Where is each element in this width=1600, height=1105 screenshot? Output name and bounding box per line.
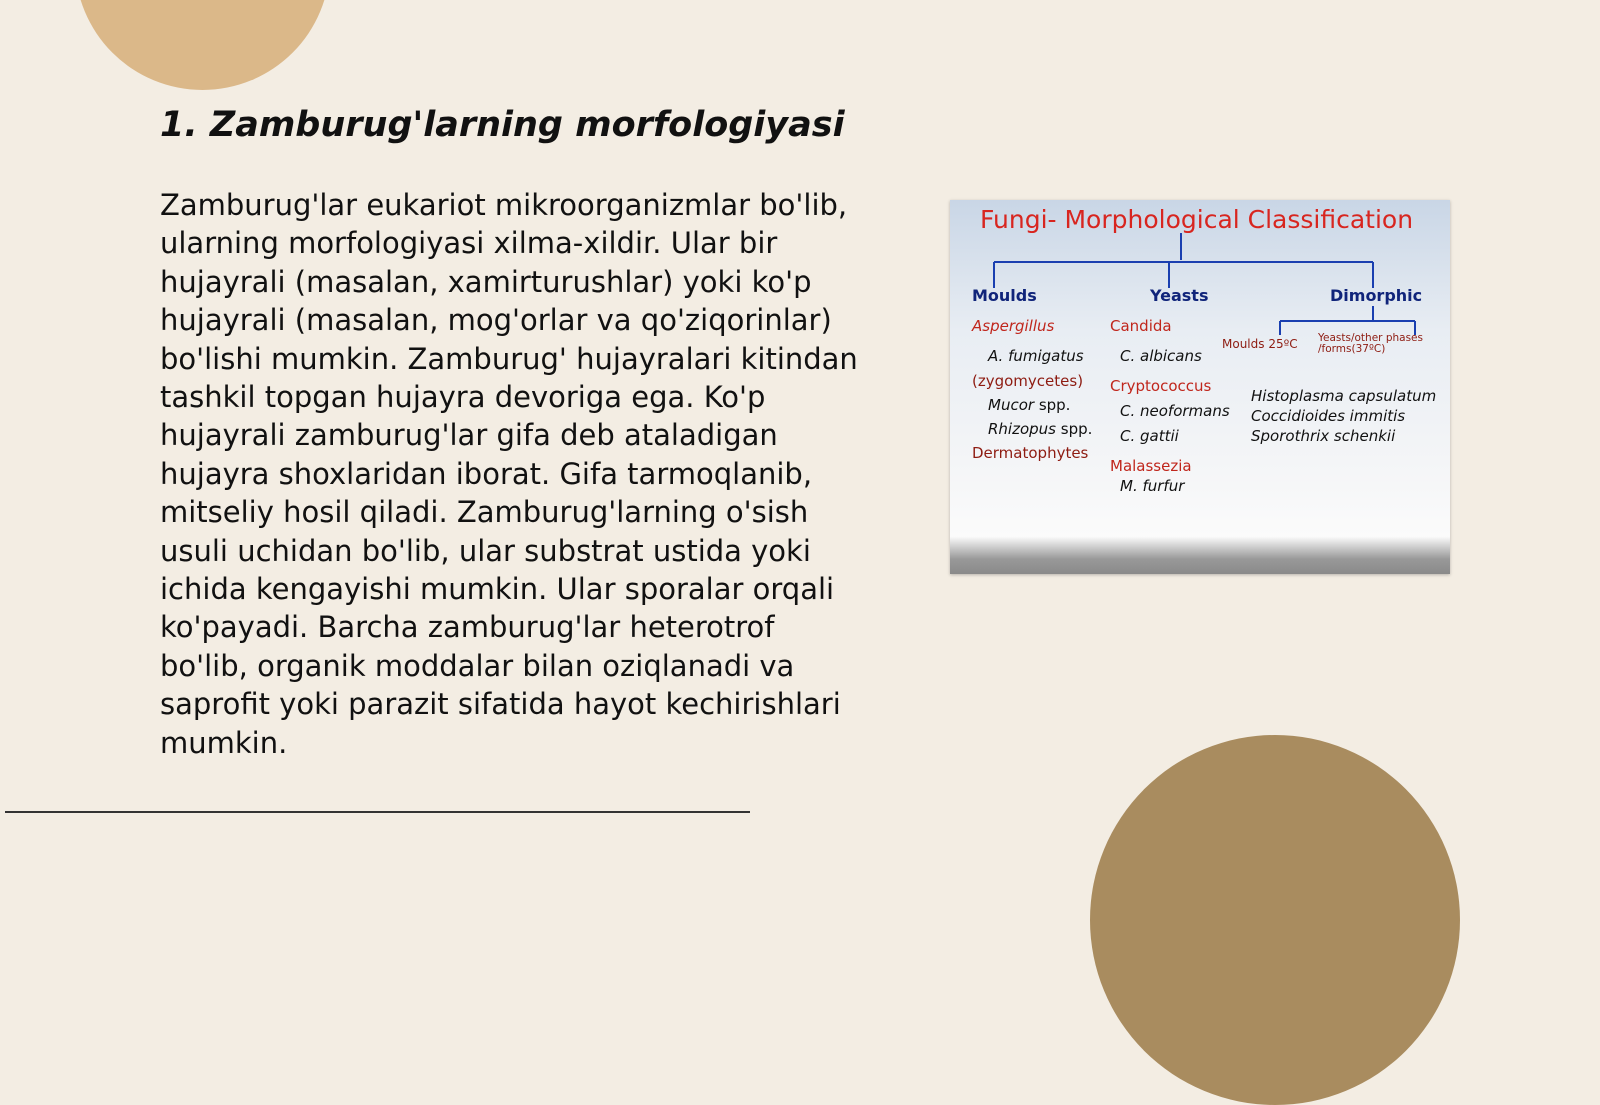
fungi-classification-figure xyxy=(950,200,1450,574)
moulds-item: (zygomycetes) xyxy=(972,372,1084,390)
yeasts-item: C. albicans xyxy=(1120,347,1202,365)
figure-title: Fungi- Morphological Classification xyxy=(980,205,1414,234)
yeasts-item: Cryptococcus xyxy=(1110,377,1212,395)
moulds-item: Aspergillus xyxy=(972,317,1055,335)
decorative-circle-top xyxy=(75,0,330,90)
dimorphic-item: Sporothrix schenkii xyxy=(1251,427,1396,445)
moulds-label: Moulds xyxy=(972,286,1037,305)
divider-line xyxy=(5,811,750,813)
slide-title: 1. Zamburug'larning morfologiyasi xyxy=(160,105,845,145)
moulds-item: A. fumigatus xyxy=(988,347,1084,365)
dimorphic-item: Histoplasma capsulatum xyxy=(1251,387,1437,405)
moulds-item: Dermatophytes xyxy=(972,444,1089,462)
yeasts-item: C. gattii xyxy=(1120,427,1179,445)
yeasts-item: Candida xyxy=(1110,317,1172,335)
dimorphic-sub-yeasts: Yeasts/other phases /forms(37ºC) xyxy=(1318,332,1423,355)
yeasts-item: Malassezia xyxy=(1110,457,1192,475)
yeasts-label: Yeasts xyxy=(1150,286,1209,305)
yeasts-item: M. furfur xyxy=(1120,477,1185,495)
decorative-circle-bottom xyxy=(1090,735,1460,1105)
yeasts-item: C. neoformans xyxy=(1120,402,1230,420)
moulds-item-mucor: Mucor spp. xyxy=(988,396,1071,414)
dimorphic-item: Coccidioides immitis xyxy=(1251,407,1406,425)
slide-body-text: Zamburug'lar eukariot mikroorganizmlar bo'lib, ularning morfologiyasi xilma-xildir. Ular bir hujayrali (masalan, xamirturushlar) yoki ko'p hujayrali (masalan, mog'orlar va qo'ziqorinlar) bo'lishi mumkin. Zamburug' hujayralari kitindan tashkil topgan hujayra devoriga ega. Ko'p hujayrali zamburug'lar gifa deb ataladigan hujayra shoxlaridan iborat. Gifa tarmoqlanib, mitseliy hosil qiladi. Zamburug'larning o'sish usuli uchidan bo'lib, ular substrat ustida yoki ichida kengayishi mumkin. Ular sporalar orqali ko'payadi. Barcha zamburug'lar heterotrof bo'lib, organik moddalar bilan oziqlanadi va saprofit yoki parazit sifatida hayot kechirishlari mumkin. xyxy=(160,188,858,760)
moulds-item-rhizopus: Rhizopus spp. xyxy=(988,420,1093,438)
dimorphic-sub-moulds: Moulds 25ºC xyxy=(1222,337,1298,351)
dimorphic-label: Dimorphic xyxy=(1330,286,1423,305)
